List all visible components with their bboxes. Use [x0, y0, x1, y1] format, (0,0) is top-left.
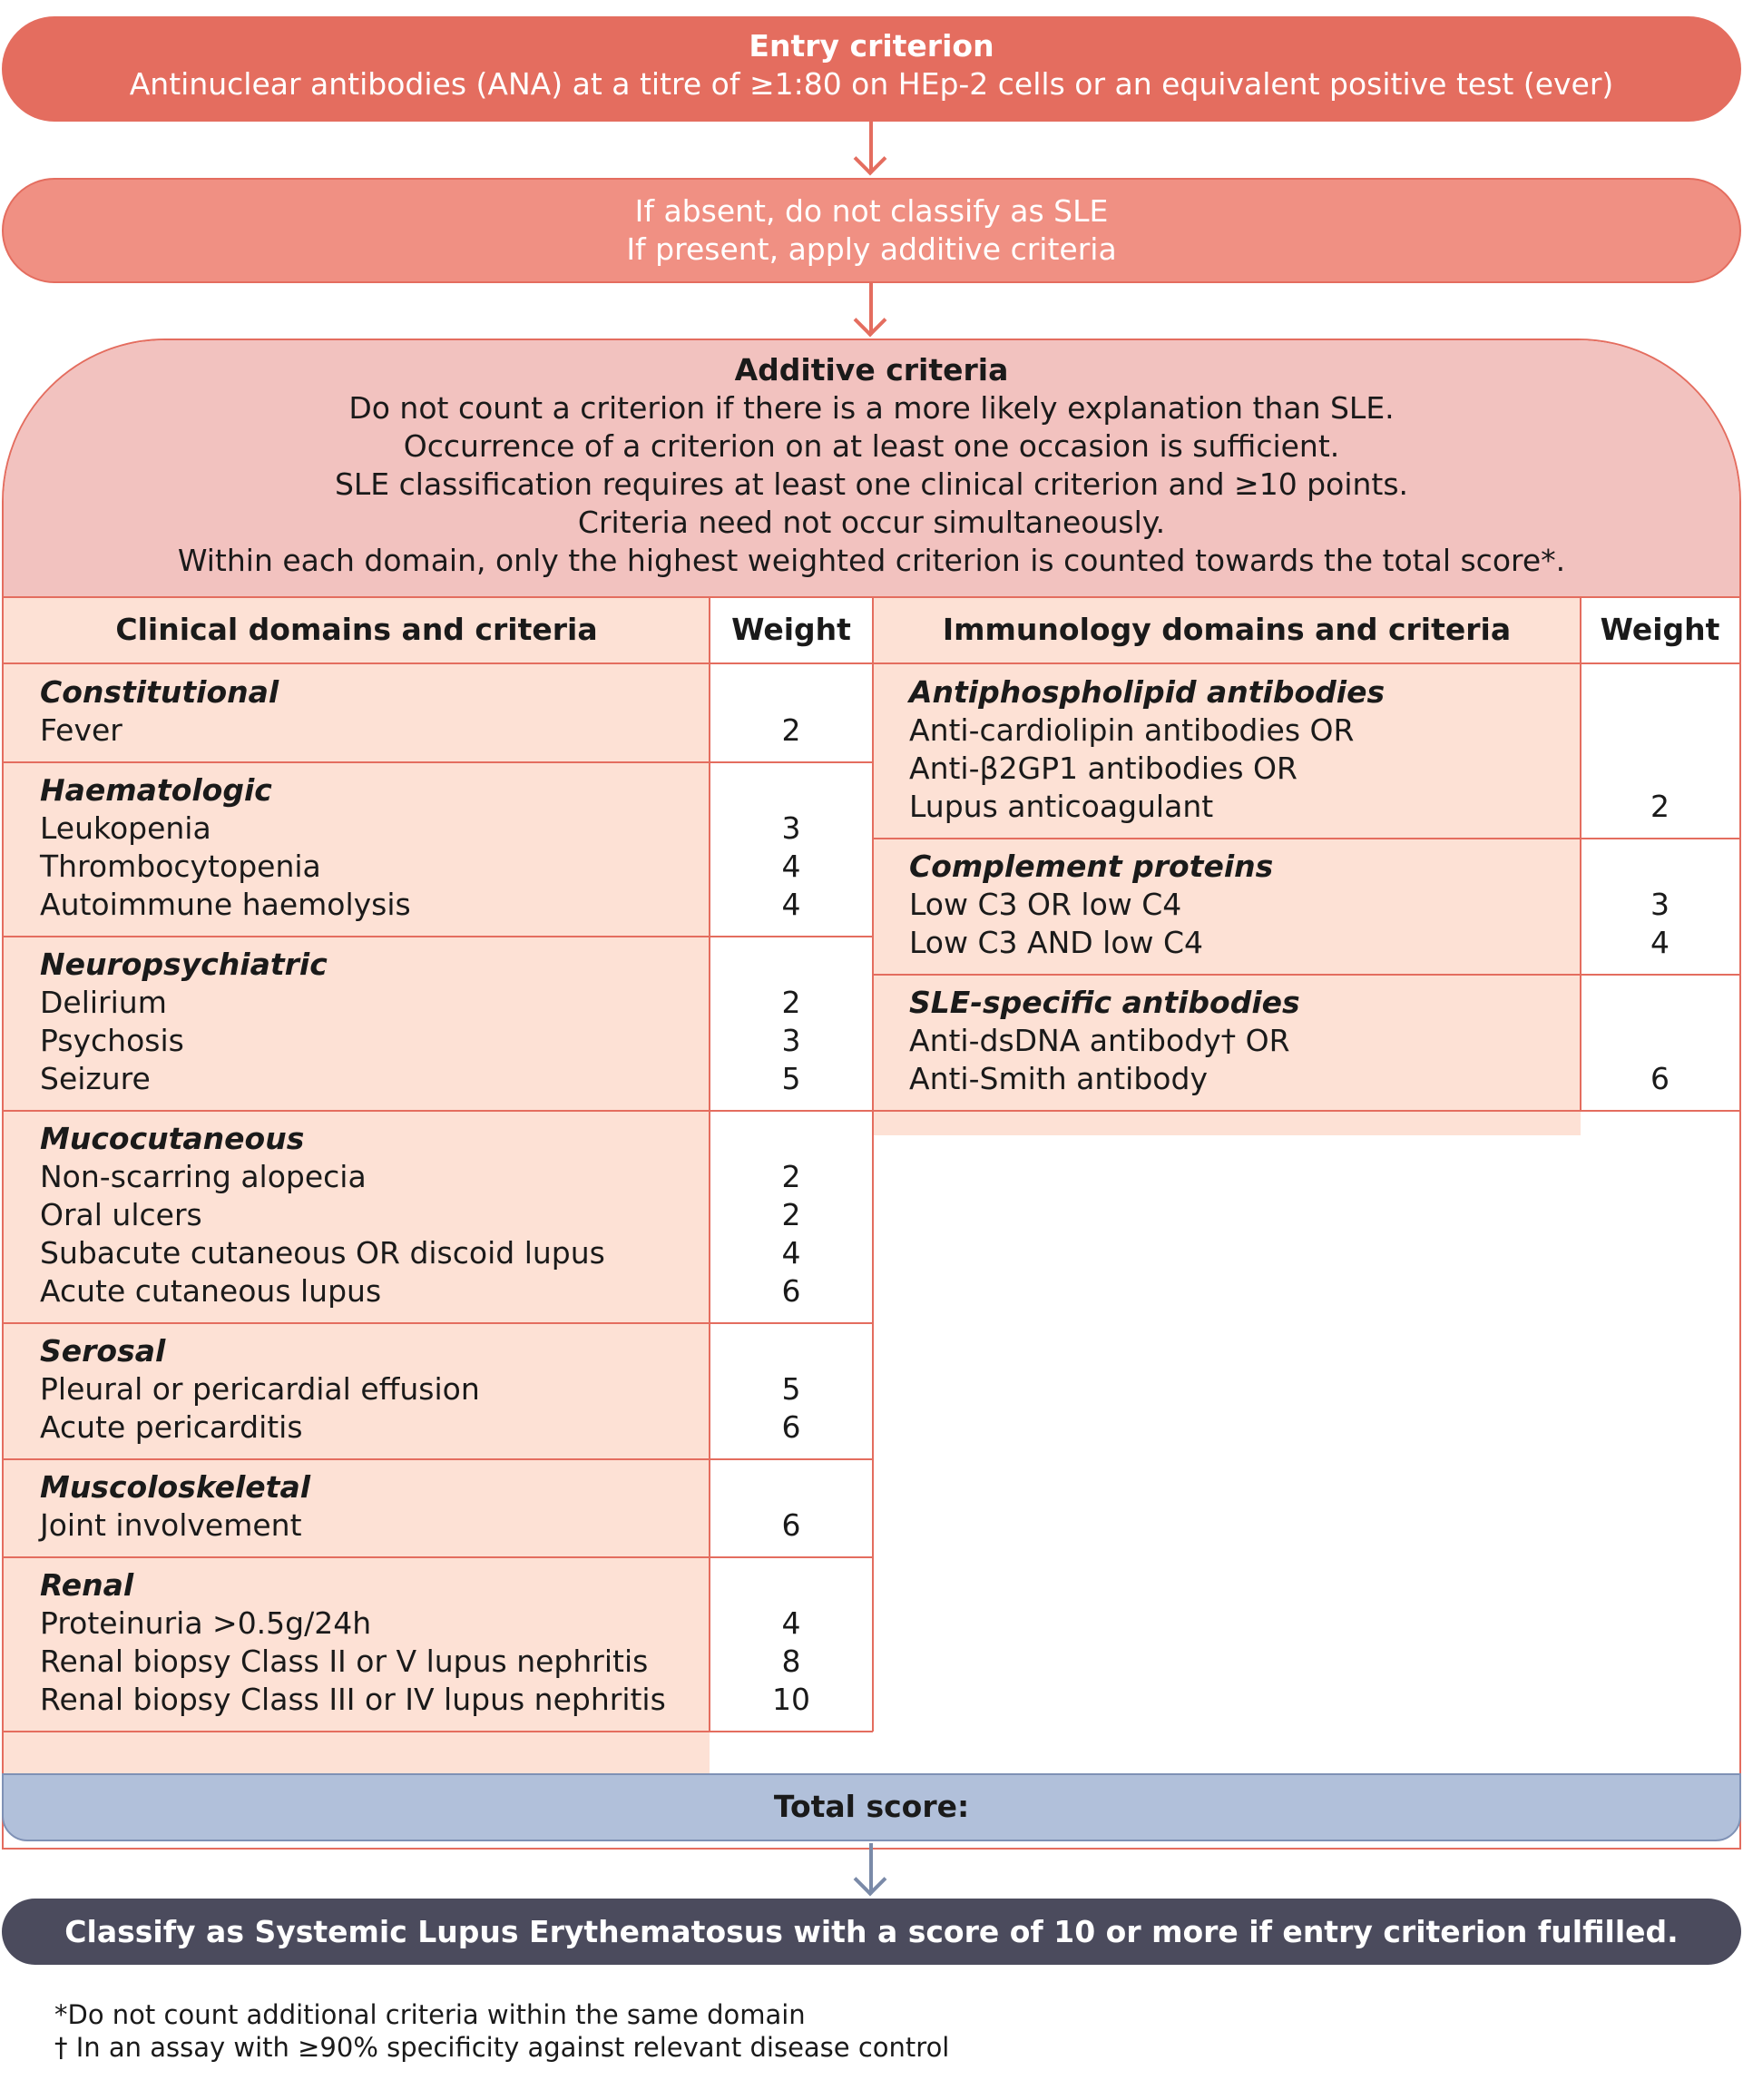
- criterion-weight: 6: [781, 1409, 801, 1445]
- additive-rule: Occurrence of a criterion on at least one occasion is sufficient.: [403, 428, 1340, 464]
- condition-line-absent: If absent, do not classify as SLE: [634, 193, 1109, 229]
- criterion-label: Renal biopsy Class III or IV lupus nephritis: [40, 1682, 666, 1717]
- criterion-label: Seizure: [40, 1061, 151, 1096]
- additive-criteria-header: [4, 340, 1739, 597]
- criterion-weight: 8: [781, 1644, 801, 1679]
- row-divider: [4, 1322, 873, 1324]
- criterion-label: Autoimmune haemolysis: [40, 887, 411, 922]
- domain-name: Serosal: [40, 1333, 166, 1369]
- criterion-weight: 5: [781, 1061, 801, 1096]
- criterion-label: Oral ulcers: [40, 1197, 202, 1232]
- row-divider: [4, 761, 873, 763]
- domain-name: Neuropsychiatric: [40, 947, 328, 982]
- criterion-weight: 3: [1650, 887, 1670, 922]
- criterion-label: Anti-cardiolipin antibodies OR: [909, 712, 1355, 748]
- criterion-weight: 4: [781, 1235, 801, 1271]
- criterion-weight: 4: [1650, 925, 1670, 960]
- footnote-asterisk: *Do not count additional criteria within the same domain: [54, 1999, 806, 2030]
- criterion-label: Acute pericarditis: [40, 1409, 303, 1445]
- entry-criterion-box: [2, 16, 1741, 122]
- criterion-label: Low C3 OR low C4: [909, 887, 1182, 922]
- criterion-label: Joint involvement: [40, 1507, 302, 1543]
- criterion-weight: 6: [1650, 1061, 1670, 1096]
- criterion-weight: 2: [781, 985, 801, 1020]
- domain-name: Renal: [40, 1567, 134, 1603]
- domain-name: SLE-specific antibodies: [909, 985, 1300, 1020]
- immunology-header: Immunology domains and criteria: [873, 597, 1581, 664]
- additive-criteria-title: Additive criteria: [734, 352, 1009, 388]
- flow-arrow-1-head: [854, 142, 887, 176]
- criterion-weight: 2: [1650, 789, 1670, 824]
- criterion-weight: 6: [781, 1273, 801, 1309]
- row-divider: [4, 936, 873, 937]
- criterion-label: Leukopenia: [40, 810, 211, 846]
- criterion-label: Proteinuria >0.5g/24h: [40, 1605, 372, 1641]
- row-divider: [4, 1458, 873, 1460]
- criterion-label: Low C3 AND low C4: [909, 925, 1204, 960]
- row-divider: [873, 974, 1739, 976]
- criterion-label: Delirium: [40, 985, 167, 1020]
- criterion-label: Subacute cutaneous OR discoid lupus: [40, 1235, 605, 1271]
- criterion-weight: 10: [772, 1682, 810, 1717]
- domain-name: Muscoloskeletal: [40, 1469, 311, 1505]
- entry-criterion-text: Antinuclear antibodies (ANA) at a titre of ≥1:80 on HEp-2 cells or an equivalent positive test (ever): [129, 66, 1614, 102]
- header-top-border: [4, 596, 1739, 598]
- criterion-weight: 5: [781, 1371, 801, 1407]
- condition-box: [2, 178, 1741, 283]
- criterion-weight: 2: [781, 712, 801, 748]
- row-divider: [873, 838, 1739, 839]
- domain-name: Complement proteins: [909, 849, 1274, 884]
- criterion-label: Lupus anticoagulant: [909, 789, 1214, 824]
- row-divider: [4, 1556, 873, 1558]
- flow-arrow-2-head: [854, 304, 887, 338]
- criterion-weight: 6: [781, 1507, 801, 1543]
- criterion-label: Fever: [40, 712, 122, 748]
- criterion-label: Thrombocytopenia: [40, 849, 321, 884]
- criterion-label: Anti-β2GP1 antibodies OR: [909, 751, 1297, 786]
- criterion-label: Non-scarring alopecia: [40, 1159, 367, 1194]
- condition-line-present: If present, apply additive criteria: [626, 231, 1117, 267]
- additive-rule: Criteria need not occur simultaneously.: [577, 505, 1166, 540]
- criterion-weight: 2: [781, 1197, 801, 1232]
- clinical-weight-header: Weight: [710, 597, 873, 664]
- criterion-weight: 2: [781, 1159, 801, 1194]
- entry-criterion-title: Entry criterion: [749, 28, 994, 64]
- row-divider: [4, 1731, 873, 1732]
- row-divider: [873, 1110, 1739, 1112]
- additive-rule: Within each domain, only the highest weighted criterion is counted towards the total score*.: [177, 543, 1566, 578]
- additive-rule: Do not count a criterion if there is a more likely explanation than SLE.: [348, 390, 1395, 426]
- additive-rule: SLE classification requires at least one clinical criterion and ≥10 points.: [334, 466, 1409, 502]
- criterion-weight: 3: [781, 1023, 801, 1058]
- additive-criteria-panel: [2, 339, 1741, 1850]
- total-score-bar: Total score:: [2, 1773, 1741, 1841]
- criterion-weight: 3: [781, 810, 801, 846]
- immunology-weight-header: Weight: [1581, 597, 1739, 664]
- footnotes: [54, 1998, 1688, 2064]
- criterion-label: Anti-Smith antibody: [909, 1061, 1208, 1096]
- classification-result-box: Classify as Systemic Lupus Erythematosus with a score of 10 or more if entry criterion fulfilled.: [2, 1899, 1741, 1965]
- domain-name: Mucocutaneous: [40, 1121, 305, 1156]
- criterion-weight: 4: [781, 849, 801, 884]
- domain-name: Constitutional: [40, 674, 279, 710]
- criterion-label: Renal biopsy Class II or V lupus nephritis: [40, 1644, 649, 1679]
- row-divider: [4, 1110, 873, 1112]
- criterion-label: Psychosis: [40, 1023, 184, 1058]
- criterion-weight: 4: [781, 887, 801, 922]
- column-divider: [1580, 597, 1581, 1111]
- criterion-label: Acute cutaneous lupus: [40, 1273, 382, 1309]
- domain-name: Antiphospholipid antibodies: [909, 674, 1386, 710]
- criterion-label: Pleural or pericardial effusion: [40, 1371, 480, 1407]
- clinical-header: Clinical domains and criteria: [4, 597, 710, 664]
- domain-name: Haematologic: [40, 772, 272, 808]
- criterion-label: Anti-dsDNA antibody† OR: [909, 1023, 1290, 1058]
- flow-arrow-3-head: [854, 1863, 887, 1897]
- criterion-weight: 4: [781, 1605, 801, 1641]
- footnote-dagger: † In an assay with ≥90% specificity against relevant disease control: [54, 2032, 950, 2063]
